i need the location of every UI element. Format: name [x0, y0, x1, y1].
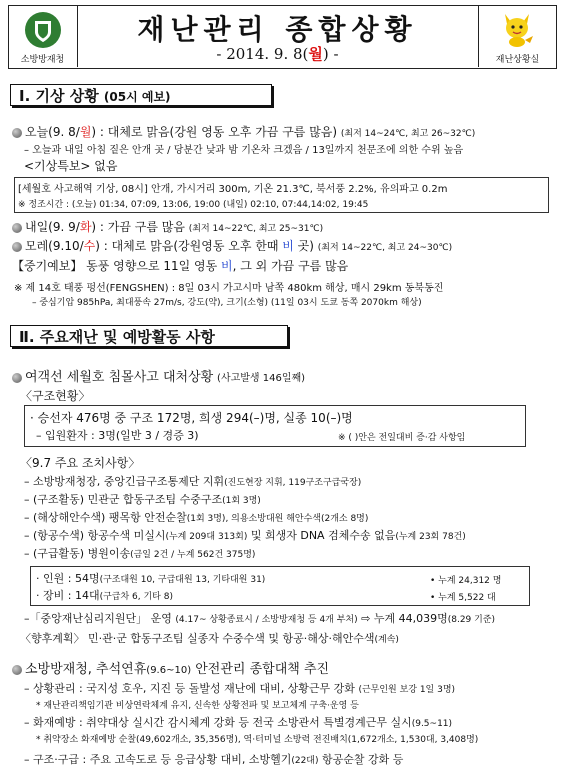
bullet-icon [12, 242, 22, 252]
resources-equip: · 장비 : 14대(구급차 6, 기타 8) [36, 589, 173, 602]
org-right-label: 재난상황실 [495, 55, 540, 65]
weather-tomorrow: 내일(9. 9/화) : 가끔 구름 많음 (최저 14~22℃, 최고 25~31℃) [12, 218, 323, 235]
action-item: – (구조활동) 민관군 합동구조팀 수중구조(1회 3명) [24, 493, 261, 506]
chuseok-item: – 구조·구급 : 주요 고속도로 등 응급상황 대비, 소방헬기(22대) 항공순찰 강화 등 [24, 753, 404, 766]
action-item: – (구급활동) 병원이송(금일 2건 / 누계 562건 375명) [24, 547, 256, 560]
future-plan: 〈향후계획〉 민·관·군 합동구조팀 실종자 수중수색 및 항공·해상·해안수색(계속) [20, 632, 399, 645]
mascot-area [478, 5, 556, 67]
weather-today-note: – 오늘과 내일 아침 짙은 안개 곳 / 당분간 낮과 밤 기온차 크겠음 / 13일까지 천문조에 의한 수위 높음 [24, 145, 464, 156]
chuseok-title: 소방방재청, 추석연휴(9.6~10) 안전관리 종합대책 추진 [12, 658, 329, 677]
resources-equip-total: • 누계 5,522 대 [430, 593, 496, 603]
weather-section-header: Ⅰ. 기상 상황 (05시 예보) [10, 84, 272, 106]
rescue-line1: · 승선자 476명 중 구조 172명, 희생 294(–)명, 실종 10(–)명 [30, 411, 353, 425]
chuseok-note: * 재난관리책임기관 비상연락체계 유지, 신속한 상황전파 및 보고체계 구축·운영 등 [36, 701, 359, 711]
sewol-weather-line2: ※ 정조시간 : (오늘) 01:34, 07:09, 13:06, 19:00 (내일) 02:10, 07:44,14:02, 19:45 [18, 200, 369, 210]
shield-logo-icon [24, 11, 62, 49]
action-item: – (해상해안수색) 팽목항 안전순찰(1회 3명), 의용소방대원 해안수색(2개소 8명) [24, 511, 369, 524]
action-item: – 소방방재청장, 중앙긴급구조통제단 지휘(진도현장 지휘, 119구조구급국장) [24, 475, 362, 488]
disaster-section-header: Ⅱ. 주요재난 및 예방활동 사항 [10, 325, 288, 347]
actions-label: 〈9.7 주요 조치사항〉 [20, 456, 141, 470]
action-item: – (항공수색) 항공수색 미실시(누계 209대 313회) 및 희생자 DNA 검체수송 없음(누계 23회 78건) [24, 529, 466, 542]
logo-area [8, 5, 78, 67]
bullet-icon [12, 223, 22, 233]
chuseok-note: * 취약장소 화재예방 순찰(49,602개소, 35,356명), 역·터미널 소방력 전진배치(1,672개소, 1,530대, 3,408명) [36, 735, 479, 745]
weather-dayafter: 모레(9.10/수) : 대체로 맑음(강원영동 오후 한때 비 곳) (최저 14~22℃, 최고 24~30℃) [12, 237, 452, 254]
sewol-weather-line1: [세월호 사고해역 기상, 08시] 안개, 가시거리 300m, 기온 21.3℃, 북서풍 2.2%, 유의파고 0.2m [18, 184, 448, 195]
sewol-title: 여객선 세월호 침몰사고 대처상황 (사고발생 146일째) [12, 366, 305, 385]
rescue-status-label: 〈구조현황〉 [20, 389, 91, 403]
bullet-icon [12, 373, 22, 383]
page-title: 재난관리 종합상황 [137, 13, 418, 46]
org-left-label: 소방방재청 [20, 55, 65, 65]
bullet-icon [12, 128, 22, 138]
report-date: - 2014. 9. 8(월) - [216, 45, 339, 63]
resources-people-total: • 누계 24,312 명 [430, 576, 502, 586]
chuseok-item: – 화재예방 : 취약대상 실시간 감시체계 강화 등 전국 소방관서 특별경계근무 실시(9.5~11) [24, 716, 453, 729]
typhoon-line1: ※ 제 14호 태풍 펑선(FENGSHEN) : 8일 03시 가고시마 남쪽 480km 해상, 매시 29km 동북동진 [14, 283, 444, 294]
mascot-icon [497, 8, 537, 48]
weather-midterm: 【중기예보】 동풍 영향으로 11일 영동 비, 그 외 가끔 구름 많음 [12, 259, 349, 273]
rescue-line2: – 입원환자 : 3명(일반 3 / 경증 3) [36, 429, 199, 442]
resources-people: · 인원 : 54명(구조대원 10, 구급대원 13, 기타대원 31) [36, 572, 266, 585]
weather-today: 오늘(9. 8/월) : 대체로 맑음(강원 영동 오후 가끔 구름 많음) (최저 14~24℃, 최고 26~32℃) [12, 123, 475, 140]
chuseok-item: – 상황관리 : 국지성 호우, 지진 등 돌발성 재난에 대비, 상황근무 강화 (근무인원 보강 1일 3명) [24, 682, 456, 695]
typhoon-line2: – 중심기압 985hPa, 최대풍속 27m/s, 강도(약), 크기(소형) (11일 03시 도쿄 동쪽 2070km 해상) [32, 298, 422, 308]
bullet-icon [12, 665, 22, 675]
psych-support: –「중앙재난심리지원단」 운영 (4.17~ 상황종료시 / 소방방재청 등 4개 부처) ⇨ 누계 44,039명(8.29 기준) [24, 612, 496, 625]
weather-advisory: <기상특보> 없음 [24, 159, 118, 173]
rescue-note: ※ ( )안은 전일대비 증·감 사항임 [338, 433, 466, 443]
